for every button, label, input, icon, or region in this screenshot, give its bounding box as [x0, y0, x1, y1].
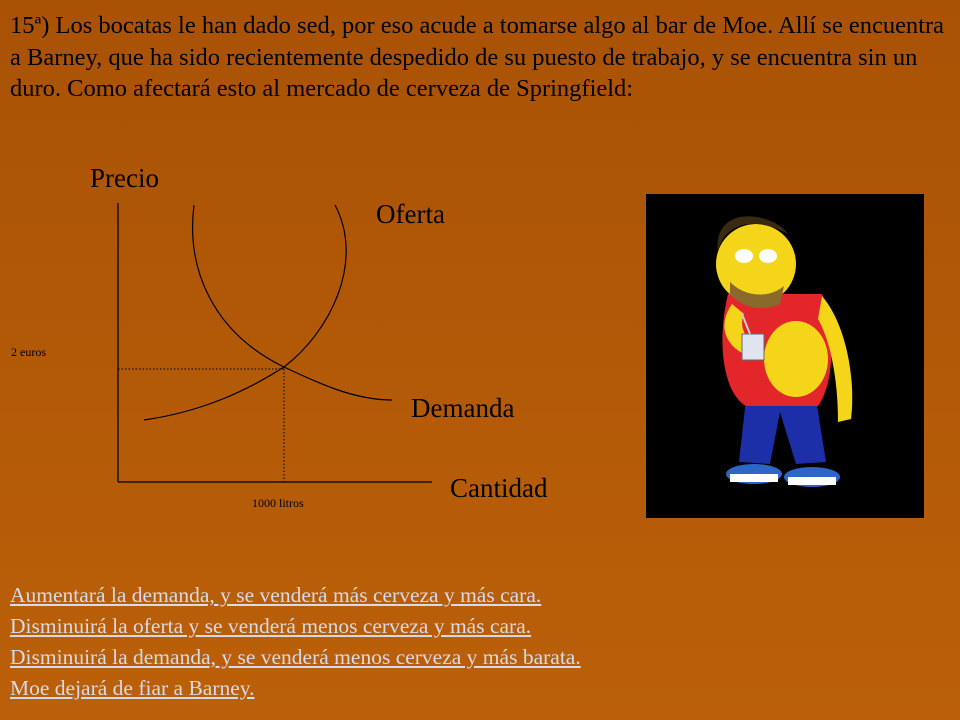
answer-option-3[interactable]: Disminuirá la demanda, y se venderá menos cerveza y más barata.	[10, 645, 581, 669]
demand-curve	[144, 205, 346, 420]
answer-list	[10, 580, 581, 704]
answer-option-4[interactable]: Moe dejará de fiar a Barney.	[10, 676, 255, 700]
supply-label: Oferta	[376, 199, 445, 229]
supply-curve	[193, 205, 392, 400]
barney-icon	[646, 194, 924, 518]
x-axis-label: Cantidad	[450, 473, 548, 503]
y-axis-label: Precio	[90, 163, 159, 193]
quantity-value-label: 1000 litros	[252, 496, 304, 510]
price-value-label: 2 euros	[11, 345, 46, 359]
barney-picture	[646, 194, 924, 518]
answer-option-2[interactable]: Disminuirá la oferta y se venderá menos cerveza y más cara.	[10, 614, 532, 638]
answer-option-1[interactable]: Aumentará la demanda, y se venderá más cerveza y más cara.	[10, 583, 542, 607]
question-text: 15ª) Los bocatas le han dado sed, por eso acude a tomarse algo al bar de Moe. Allí se encuentra a Barney, que ha sido recientemente despedido de su puesto de trabajo, y se encuentra sin un duro. Como afectará esto al mercado de cerveza de Springfield:	[10, 12, 945, 102]
demand-label: Demanda	[411, 393, 515, 423]
